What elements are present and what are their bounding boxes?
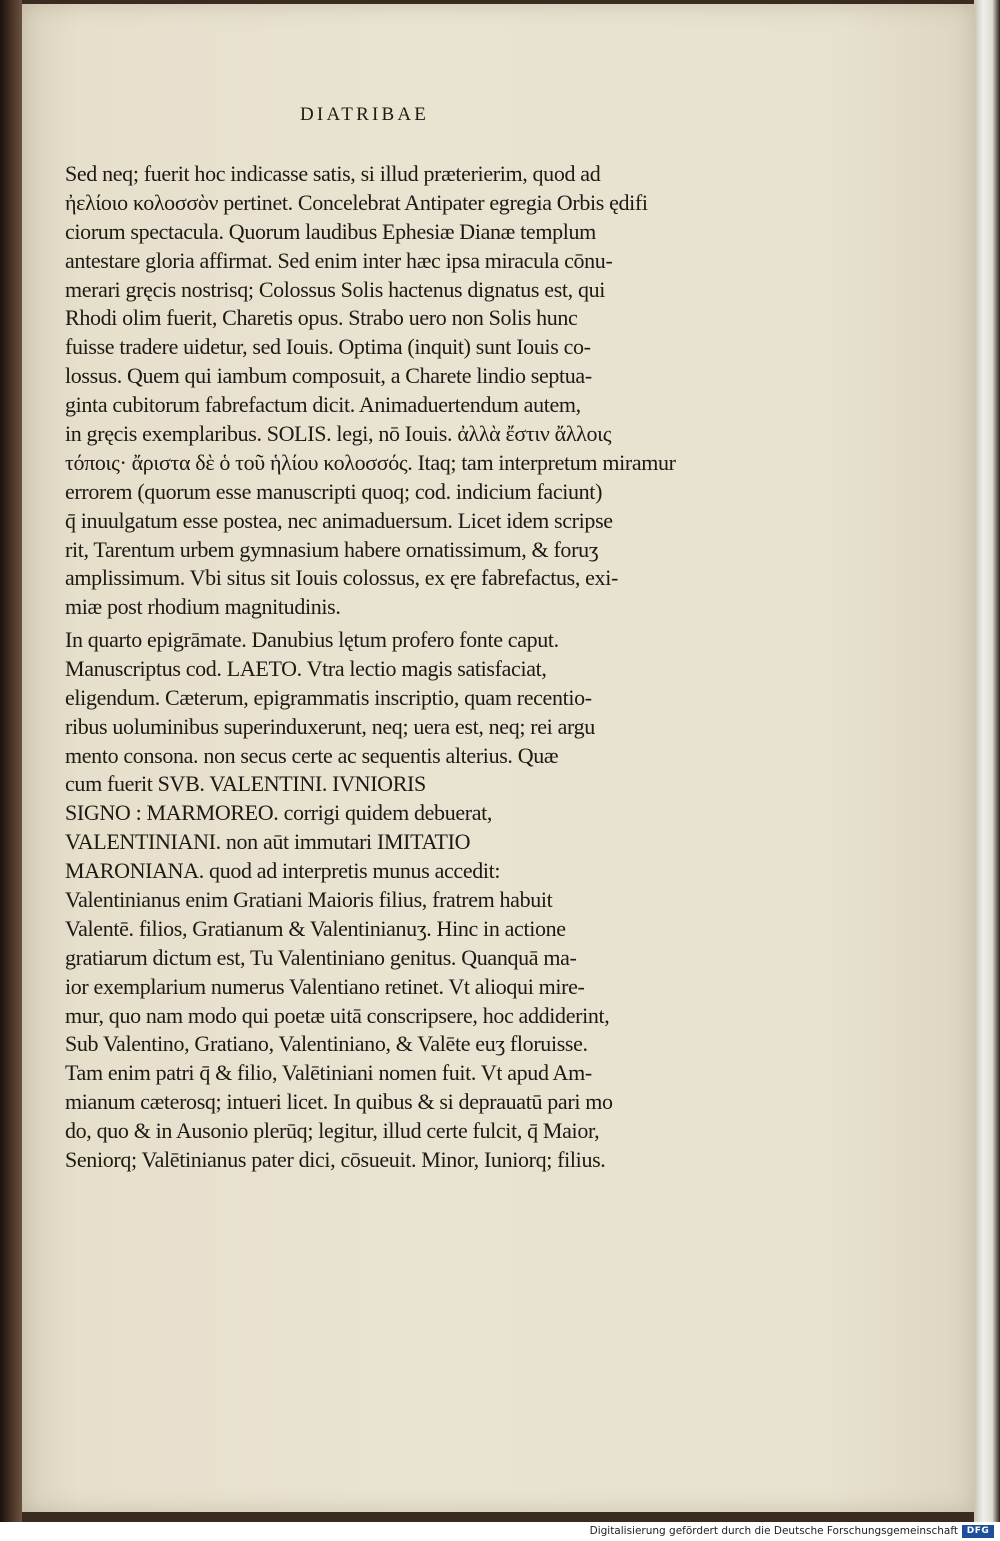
text-line: MARONIANA. quod ad interpretis munus accedit:	[65, 858, 501, 884]
text-line: ior exemplarium numerus Valentiano retinet. Vt alioqui mire-	[65, 973, 585, 999]
text-line: q̄ inuulgatum esse postea, nec animaduersum. Licet idem scripse	[65, 507, 613, 533]
text-line: errorem (quorum esse manuscripti quoq; cod. indicium faciunt)	[65, 478, 603, 504]
text-line: miæ post rhodium magnitudinis.	[65, 594, 341, 620]
page-edge	[974, 0, 1000, 1522]
text-line: merari gręcis nostrisq; Colossus Solis hactenus dignatus est, qui	[65, 276, 606, 302]
paragraph-2	[65, 626, 705, 1175]
dfg-logo: DFG	[962, 1525, 994, 1538]
text-line: SIGNO : MARMOREO. corrigi quidem debuerat,	[65, 800, 493, 826]
text-line: antestare gloria affirmat. Sed enim inter hæc ipsa miracula cōnu-	[65, 247, 613, 273]
text-line: Valentē. filios, Gratianum & Valentinianuʒ. Hinc in actione	[65, 915, 566, 941]
text-line: VALENTINIANI. non aūt immutari IMITATIO	[65, 829, 471, 855]
text-line: cum fuerit SVB. VALENTINI. IVNIORIS	[65, 771, 426, 797]
funding-notice: Digitalisierung gefördert durch die Deutsche Forschungsgemeinschaft	[589, 1525, 958, 1537]
text-line: do, quo & in Ausonio plerūq; legitur, illud certe fulcit, q̄ Maior,	[65, 1118, 600, 1144]
text-line: ciorum spectacula. Quorum laudibus Ephesiæ Dianæ templum	[65, 218, 596, 244]
text-line: in gręcis exemplaribus. SOLIS. legi, nō Iouis. ἀλλὰ ἔστιν ἄλλοις	[65, 421, 612, 447]
paragraph-1	[65, 160, 705, 622]
text-line: mur, quo nam modo qui poetæ uitā conscripsere, hoc addiderint,	[65, 1002, 610, 1028]
text-line: Sed neq; fuerit hoc indicasse satis, si illud præterierim, quod ad	[65, 161, 601, 186]
text-line: ribus uoluminibus superinduxerunt, neq; uera est, neq; rei argu	[65, 713, 595, 739]
text-line: In quarto epigrāmate. Danubius lętum profero fonte caput.	[65, 627, 559, 652]
text-line: eligendum. Cæterum, epigrammatis inscriptio, quam recentio-	[65, 684, 592, 710]
text-line: ἠελίοιο κολοσσὸν pertinet. Concelebrat Antipater egregia Orbis ędifi	[65, 189, 648, 215]
text-line: ginta cubitorum fabrefactum dicit. Animaduertendum autem,	[65, 392, 581, 418]
text-line: mento consona. non secus certe ac sequentis alterius. Quæ	[65, 742, 559, 768]
text-line: mianum cæterosq; intueri licet. In quibus & si deprauatū pari mo	[65, 1089, 613, 1115]
text-line: rit, Tarentum urbem gymnasium habere ornatissimum, & foruʒ	[65, 536, 599, 562]
text-line: Rhodi olim fuerit, Charetis opus. Strabo uero non Solis hunc	[65, 305, 578, 331]
text-line: Valentinianus enim Gratiani Maioris filius, fratrem habuit	[65, 887, 553, 913]
text-line: Manuscriptus cod. LAETO. Vtra lectio magis satisfaciat,	[65, 655, 547, 681]
text-line: Seniorq; Valētinianus pater dici, cōsueuit. Minor, Iuniorq; filius.	[65, 1147, 606, 1173]
text-line: Sub Valentino, Gratiano, Valentiniano, & Valēte euʒ floruisse.	[65, 1031, 588, 1057]
footer-bar	[0, 1522, 1000, 1541]
text-line: gratiarum dictum est, Tu Valentiniano genitus. Quanquā ma-	[65, 944, 577, 970]
text-line: amplissimum. Vbi situs sit Iouis colossus, ex ęre fabrefactus, exi-	[65, 565, 618, 591]
book-spine	[0, 0, 22, 1522]
text-line: lossus. Quem qui iambum composuit, a Charete lindio septua-	[65, 363, 592, 389]
running-head: DIATRIBAE	[300, 104, 430, 125]
text-line: τόποις· ἄριστα δὲ ὁ τοῦ ἡλίου κολοσσός. Itaq; tam interpretum miramur	[65, 449, 676, 475]
text-line: fuisse tradere uidetur, sed Iouis. Optima (inquit) sunt Iouis co-	[65, 334, 591, 360]
text-line: Tam enim patri q̄ & filio, Valētiniani nomen fuit. Vt apud Am-	[65, 1060, 592, 1086]
